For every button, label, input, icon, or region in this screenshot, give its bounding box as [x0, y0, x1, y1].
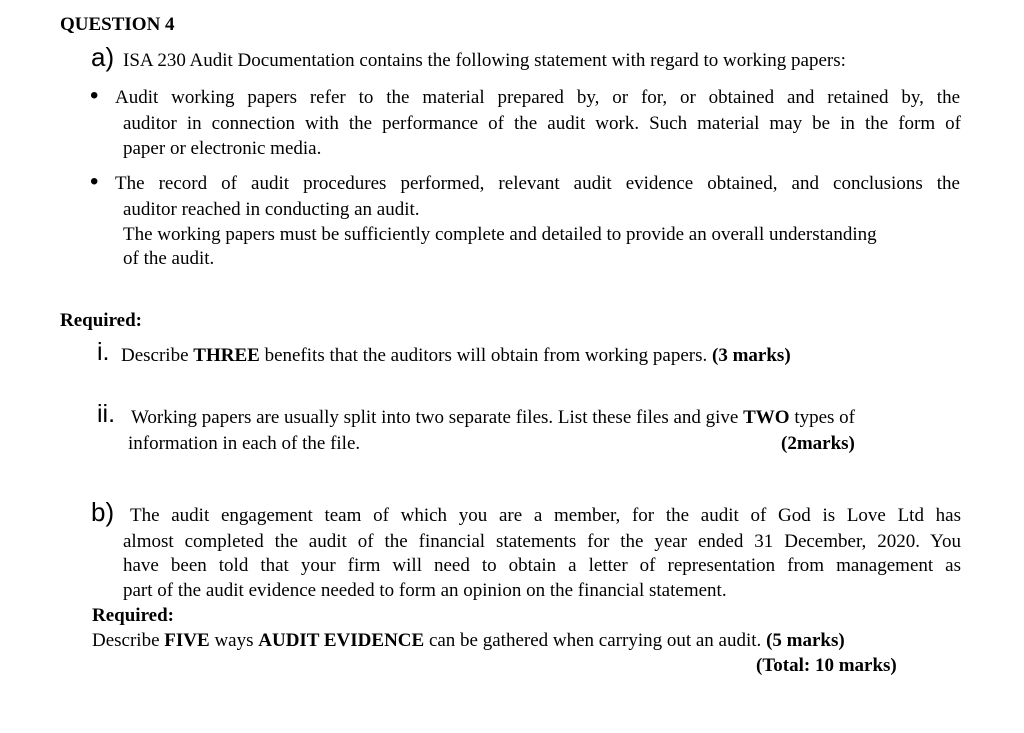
part-a-intro: ISA 230 Audit Documentation contains the following statement with regard to working papers: — [123, 50, 846, 71]
bullet-2-dot: • — [90, 168, 99, 195]
part-b-line-4: part of the audit evidence needed to form an opinion on the financial statement. — [123, 580, 727, 601]
item-ii-marks: (2marks) — [781, 433, 855, 454]
item-ii-text: Working papers are usually split into two separate files. List these files and give TWO types of — [131, 407, 856, 428]
bullet-1-line-3: paper or electronic media. — [123, 138, 322, 159]
bullet-1-line-1: Audit working papers refer to the material prepared by, or for, or obtained and retained by, the — [115, 87, 960, 108]
item-ii-line-2: information in each of the file. — [128, 433, 361, 454]
part-b-task: Describe FIVE ways AUDIT EVIDENCE can be gathered when carrying out an audit. (5 marks) — [92, 630, 845, 651]
part-b-line-2: almost completed the audit of the financial statements for the year ended 31 December, 2020. You — [123, 531, 961, 552]
part-b-line-3: have been told that your firm will need to obtain a letter of representation from management as — [123, 555, 961, 576]
item-ii-marker: ii. — [97, 400, 116, 428]
question-title: QUESTION 4 — [60, 14, 175, 35]
bullet-2-line-1: The record of audit procedures performed, relevant audit evidence obtained, and conclusions the — [115, 173, 960, 194]
required-heading-a: Required: — [60, 310, 142, 331]
bullet-2-line-3: The working papers must be sufficiently complete and detailed to provide an overall understanding — [123, 224, 877, 245]
item-i-text: Describe THREE benefits that the auditors will obtain from working papers. (3 marks) — [121, 345, 791, 366]
item-i-marker: i. — [97, 338, 110, 366]
bullet-1-line-2: auditor in connection with the performance of the audit work. Such material may be in the form of — [123, 113, 961, 134]
bullet-1-dot: • — [90, 82, 99, 109]
bullet-2-line-4: of the audit. — [123, 248, 215, 269]
required-heading-b: Required: — [92, 605, 174, 626]
bullet-2-line-2: auditor reached in conducting an audit. — [123, 199, 420, 220]
total-marks: (Total: 10 marks) — [756, 655, 897, 676]
part-b-line-1: The audit engagement team of which you are a member, for the audit of God is Love Ltd has — [130, 505, 961, 526]
part-a-marker: a) — [91, 42, 115, 72]
part-b-marker: b) — [91, 497, 115, 527]
